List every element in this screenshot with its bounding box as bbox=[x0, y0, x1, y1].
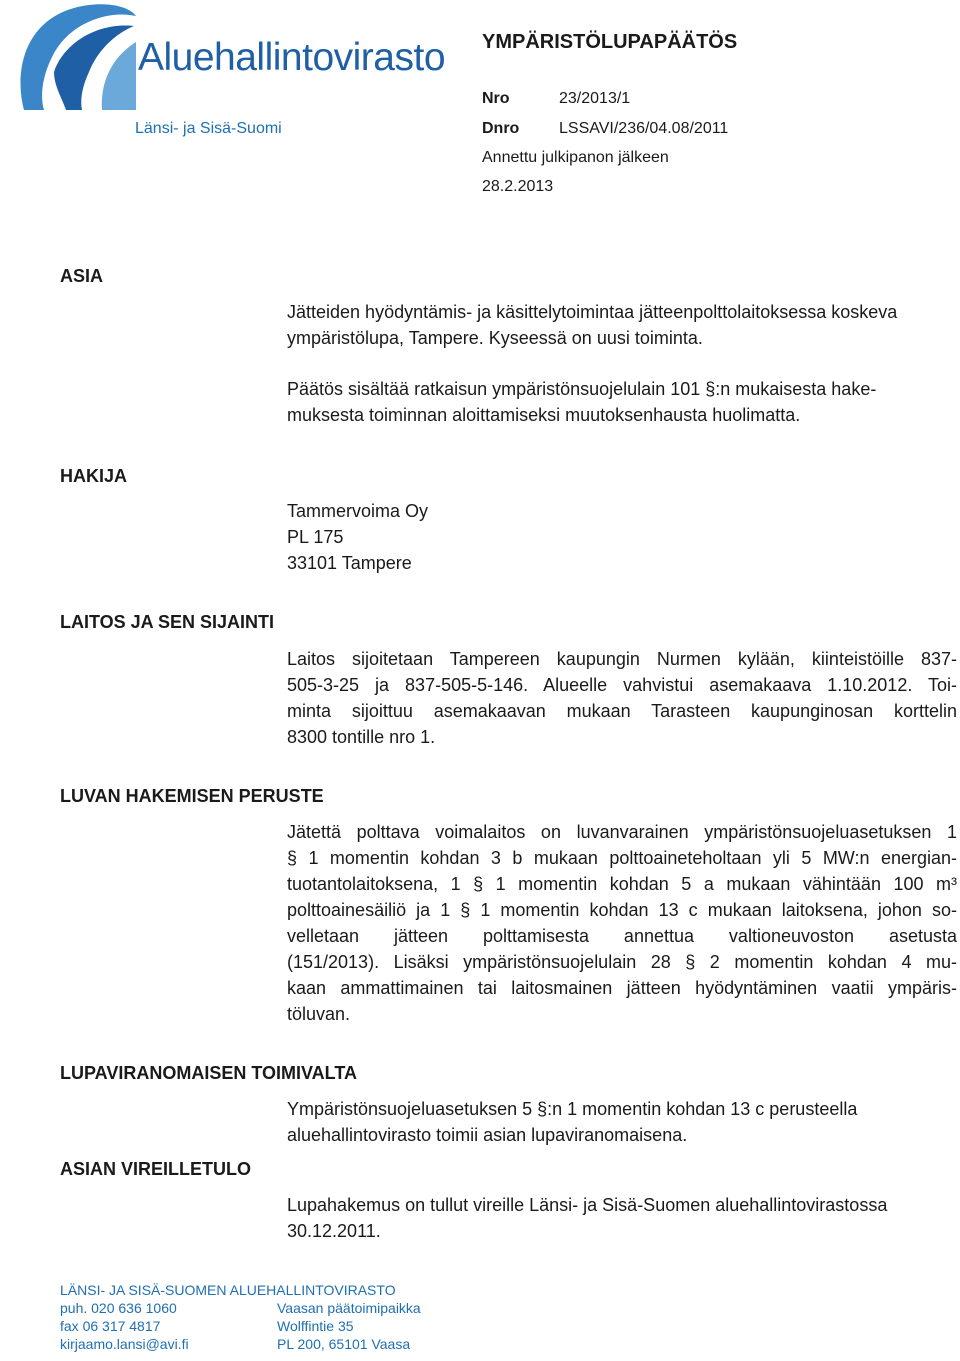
hakija-address bbox=[287, 498, 428, 576]
footer-org: LÄNSI- JA SISÄ-SUOMEN ALUEHALLINTOVIRASTO bbox=[60, 1282, 396, 1298]
text-line: Jätettä polttava voimalaitos on luvanvarainen ympäristönsuojeluasetuksen 1 bbox=[287, 822, 957, 842]
avi-logo-icon bbox=[14, 2, 139, 114]
text-line: minta sijoittuu asemakaavan mukaan Tarasteen kaupunginosan korttelin bbox=[287, 701, 957, 721]
footer-address bbox=[277, 1299, 421, 1353]
text-line: kaan ammattimainen tai laitosmainen jätteen hyödyntäminen vaatii ympäris- bbox=[287, 978, 957, 998]
text-line: velletaan jätteen polttamisesta annettua valtioneuvoston asetusta bbox=[287, 926, 957, 946]
text-line: § 1 momentin kohdan 3 b mukaan polttoaineteholtaan yli 5 MW:n energian- bbox=[287, 848, 957, 868]
section-heading-luvan: LUVAN HAKEMISEN PERUSTE bbox=[60, 786, 324, 806]
text-line: 8300 tontille nro 1. bbox=[287, 727, 436, 747]
issued-text: Annettu julkipanon jälkeen bbox=[482, 149, 669, 166]
asia-paragraph-2 bbox=[287, 376, 876, 428]
lupaviranomaisen-paragraph bbox=[287, 1096, 857, 1148]
document-title: YMPÄRISTÖLUPAPÄÄTÖS bbox=[482, 31, 738, 53]
asia-paragraph-1 bbox=[287, 299, 897, 351]
nro-label: Nro bbox=[482, 90, 510, 107]
region-name: Länsi- ja Sisä-Suomi bbox=[135, 120, 282, 137]
text-line: Ympäristönsuojeluasetuksen 5 §:n 1 momentin kohdan 13 c perusteella bbox=[287, 1099, 858, 1119]
text-line: Päätös sisältää ratkaisun ympäristönsuojelulain 101 §:n mukaisesta hake- bbox=[287, 379, 877, 399]
text-line: polttoainesäiliö ja 1 § 1 momentin kohdan 13 c mukaan laitoksena, johon so- bbox=[287, 900, 957, 920]
issued-date: 28.2.2013 bbox=[482, 178, 554, 195]
text-line: töluvan. bbox=[287, 1004, 351, 1024]
vireilletulo-paragraph bbox=[287, 1192, 887, 1244]
org-name: Aluehallintovirasto bbox=[138, 36, 446, 79]
footer-phone: puh. 020 636 1060 bbox=[60, 1300, 177, 1316]
text-line: tuotantolaitoksena, 1 § 1 momentin kohdan 5 a mukaan vähintään 100 m³ bbox=[287, 874, 957, 894]
text-line: Jätteiden hyödyntämis- ja käsittelytoimintaa jätteenpolttolaitoksessa koskeva bbox=[287, 302, 898, 322]
luvan-paragraph bbox=[287, 819, 957, 1027]
section-heading-laitos: LAITOS JA SEN SIJAINTI bbox=[60, 612, 275, 632]
section-heading-lupaviranomaisen: LUPAVIRANOMAISEN TOIMIVALTA bbox=[60, 1063, 357, 1083]
text-line: (151/2013). Lisäksi ympäristönsuojelulain 28 § 2 momentin kohdan 4 mu- bbox=[287, 952, 957, 972]
footer-contact bbox=[60, 1299, 189, 1353]
section-heading-asia: ASIA bbox=[60, 266, 104, 286]
applicant-po-box: PL 175 bbox=[287, 527, 344, 547]
nro-value: 23/2013/1 bbox=[559, 90, 631, 107]
footer-fax: fax 06 317 4817 bbox=[60, 1318, 161, 1334]
text-line: ympäristölupa, Tampere. Kyseessä on uusi toiminta. bbox=[287, 328, 703, 348]
text-line: 30.12.2011. bbox=[287, 1221, 381, 1241]
footer-postal: PL 200, 65101 Vaasa bbox=[277, 1336, 411, 1352]
text-line: Lupahakemus on tullut vireille Länsi- ja Sisä-Suomen aluehallintovirastossa bbox=[287, 1195, 888, 1215]
footer-office: Vaasan päätoimipaikka bbox=[277, 1300, 421, 1316]
text-line: muksesta toiminnan aloittamiseksi muutoksenhausta huolimatta. bbox=[287, 405, 801, 425]
dnro-label: Dnro bbox=[482, 120, 520, 137]
footer-street: Wolffintie 35 bbox=[277, 1318, 354, 1334]
applicant-postal: 33101 Tampere bbox=[287, 553, 412, 573]
section-heading-hakija: HAKIJA bbox=[60, 466, 128, 486]
dnro-value: LSSAVI/236/04.08/2011 bbox=[559, 120, 729, 137]
applicant-name: Tammervoima Oy bbox=[287, 501, 429, 521]
footer-email: kirjaamo.lansi@avi.fi bbox=[60, 1336, 189, 1352]
text-line: aluehallintovirasto toimii asian lupaviranomaisena. bbox=[287, 1125, 688, 1145]
section-heading-vireilletulo: ASIAN VIREILLETULO bbox=[60, 1159, 252, 1179]
text-line: 505-3-25 ja 837-505-5-146. Alueelle vahvistui asemakaava 1.10.2012. Toi- bbox=[287, 675, 957, 695]
laitos-paragraph bbox=[287, 646, 957, 750]
text-line: Laitos sijoitetaan Tampereen kaupungin Nurmen kylään, kiinteistöille 837- bbox=[287, 649, 957, 669]
